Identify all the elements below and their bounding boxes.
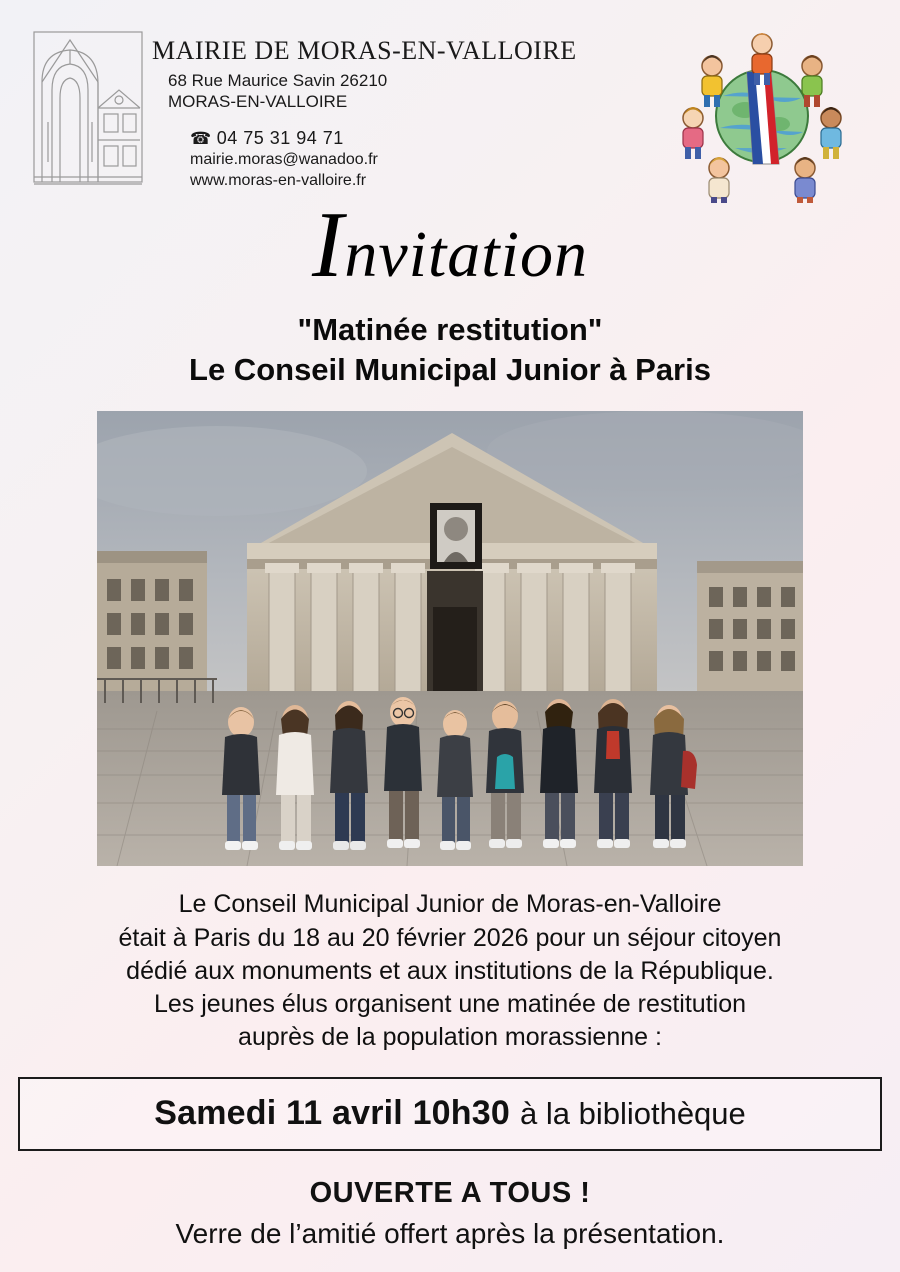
mairie-contact [152,127,577,192]
open-to-all-notice: OUVERTE A TOUS ! [309,1176,591,1209]
event-date-box [18,1077,882,1151]
invitation-initial: I [312,193,345,297]
town-hall-crest-icon [28,22,148,192]
address-line-2: MORAS-EN-VALLOIRE [168,92,348,112]
body-line-1: Le Conseil Municipal Junior de Moras-en-Valloire [178,890,722,919]
photo-illustration [97,411,803,866]
body-line-5: auprès de la population morassienne : [238,1023,662,1052]
document-header [0,0,900,200]
mairie-name: MAIRIE DE MORAS-EN-VALLOIRE [152,36,577,65]
address-line-1: 68 Rue Maurice Savin 26210 [168,71,388,90]
body-line-3: dédié aux monuments et aux institutions de la République. [126,956,774,985]
subtitle-line-2: Le Conseil Municipal Junior à Paris [189,351,711,387]
document-footer [0,1177,900,1250]
phone-icon: ☎ [190,128,212,148]
mairie-identity-block [152,22,577,191]
refreshments-notice: Verre de l’amitié offert après la présentation. [175,1217,725,1249]
mairie-address [152,70,577,113]
event-datetime: Samedi 11 avril 10h30 [154,1094,510,1133]
email-address: mairie.moras@wanadoo.fr [190,150,378,168]
body-line-4: Les jeunes élus organisent une matinée de restitution [153,990,747,1019]
body-line-2: était à Paris du 18 au 20 février 2026 pour un séjour citoyen [118,923,782,952]
website-url: www.moras-en-valloire.fr [190,171,367,189]
group-photo-pantheon [97,411,803,866]
children-around-globe-icon [675,28,850,203]
phone-line [190,127,577,150]
page-title-invitation [0,193,900,297]
invitation-rest: nvitation [344,218,588,291]
event-location: à la bibliothèque [519,1095,746,1131]
body-paragraph [0,888,900,1054]
phone-number: 04 75 31 94 71 [216,127,344,148]
header-left-block [28,22,577,192]
subtitle-line-1: "Matinée restitution" [297,312,603,347]
page-subtitle [0,310,900,389]
